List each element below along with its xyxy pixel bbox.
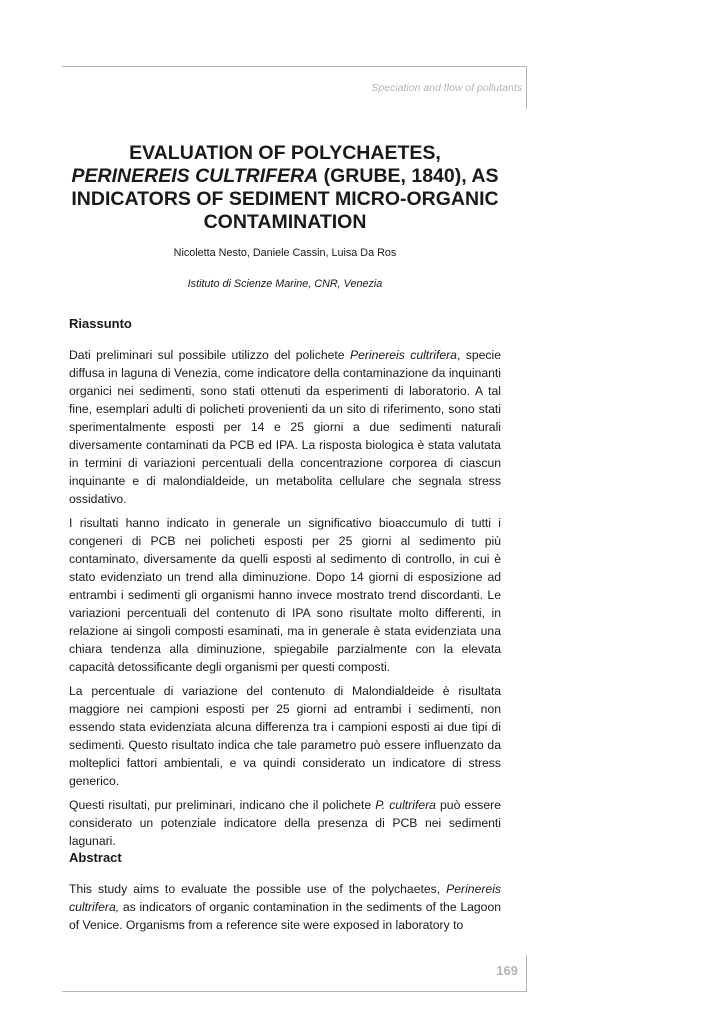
riassunto-p4-text: Questi risultati, pur preliminari, indicano che il polichete [69,798,376,812]
riassunto-body [69,346,501,856]
header-vertical-rule [526,67,527,109]
title-line-1: EVALUATION OF POLYCHAETES, [129,142,441,164]
title-line-4: CONTAMINATION [203,211,367,233]
abstract-heading: Abstract [69,850,122,865]
species-name: Perinereis cultrifera [349,348,457,362]
footer-vertical-rule [526,955,527,991]
riassunto-paragraph [69,346,501,508]
abstract-paragraph [69,880,501,934]
affiliation: Istituto di Scienze Marine, CNR, Venezia [187,278,383,290]
riassunto-p1-text-cont: , specie diffusa in laguna di Venezia, come indicatore della contaminazione da inquinanti organici nei sedimenti, sono stati ottenuti da esperimenti di laboratorio. A tal fine, esemplari adulti di policheti provenienti da un sito di riferimento, sono stati sperimentalmente esposti per 14 e 25 giorni a due sedimenti naturali diversamente contaminati da PCB ed IPA. La risposta biologica è stata valutata in termini di variazioni percentuali della concentrazione corporea di ciascun inquinante e di malondialdeide, un metabolita cellulare che segnala stress ossidativo. [69,348,501,506]
authors: Nicoletta Nesto, Daniele Cassin, Luisa Da Ros [173,247,397,259]
header-rule [62,66,527,67]
abstract-body [69,880,501,940]
footer-rule [62,991,527,992]
abstract-p1-text: This study aims to evaluate the possible use of the polychaetes, [69,882,447,896]
riassunto-p1-text: Dati preliminari sul possibile utilizzo del polichete [69,348,350,362]
species-name: Perinereis cultrifera, [69,882,501,914]
page-number: 169 [496,963,518,978]
abstract-p1-text-cont: as indicators of organic contamination in the sediments of the Lagoon of Venice. Organisms from a reference site were exposed in laboratory to [69,900,501,932]
species-name: P. cultrifera [375,798,436,812]
paper-title [60,142,510,234]
title-line-3: INDICATORS OF SEDIMENT MICRO-ORGANIC [71,188,499,210]
running-head: Speciation and flow of pollutants [371,82,522,94]
title-species: PERINEREIS CULTRIFERA [71,165,319,187]
riassunto-paragraph: La percentuale di variazione del contenuto di Malondialdeide è risultata maggiore nei campioni esposti per 25 giorni ad entrambi i sedimenti, non essendo stata evidenziata alcuna differenza tra i campioni esposti ai due tipi di sedimenti. Questo risultato indica che tale parametro può essere influenzato da molteplici fattori ambientali, e va quindi considerato un indicatore di stress generico. [69,684,501,788]
riassunto-heading: Riassunto [69,316,132,331]
riassunto-p4-text-cont: può essere considerato un potenziale indicatore della presenza di PCB nei sedimenti lagunari. [69,798,501,848]
riassunto-paragraph [69,796,501,850]
riassunto-paragraph: I risultati hanno indicato in generale un significativo bioaccumulo di tutti i congeneri di PCB nei policheti esposti per 25 giorni al sedimento più contaminato, diversamente da quelli esposti al sedimento di controllo, in cui è stato evidenziato un trend alla diminuzione. Dopo 14 giorni di esposizione ad entrambi i sedimenti gli organismi hanno invece mostrato trend discordanti. Le variazioni percentuali del contenuto di IPA sono risultate molto differenti, in relazione ai singoli composti esaminati, ma in generale è stata evidenziata una chiara tendenza alla diminuzione, spiegabile parzialmente con la elevata capacità detossificante degli organismi per questi composti. [69,516,501,674]
title-line-2 [60,165,510,188]
title-line-2-rest: (GRUBE, 1840), AS [318,165,499,187]
